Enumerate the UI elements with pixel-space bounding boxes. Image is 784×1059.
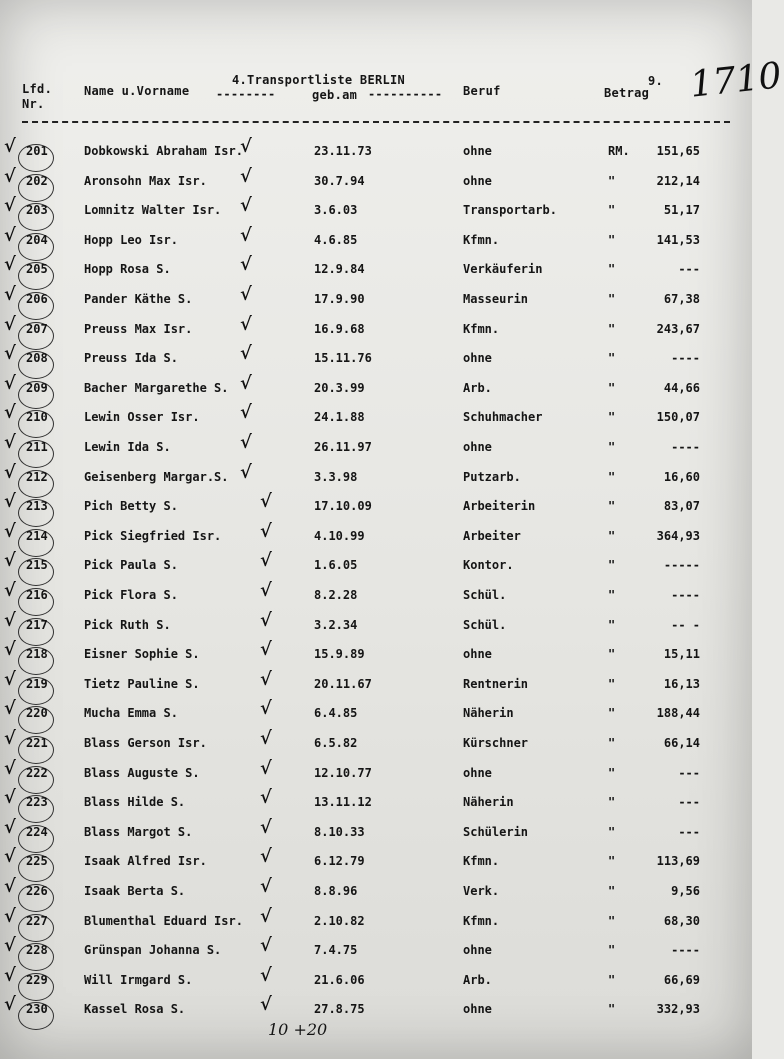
margin-check-mark: √ (4, 284, 16, 305)
row-name: Blass Auguste S. (84, 765, 200, 780)
row-currency: " (608, 499, 616, 514)
row-occupation: Verkäuferin (463, 262, 543, 277)
table-row (0, 402, 752, 440)
margin-check-mark: √ (4, 313, 16, 335)
row-occupation: ohne (463, 144, 492, 158)
table-row (0, 728, 752, 766)
row-birthdate: 3.6.03 (314, 203, 358, 218)
row-currency: " (608, 558, 616, 573)
header-betrag-column: Betrag (604, 86, 650, 100)
name-check-mark: √ (240, 254, 252, 276)
name-check-mark: √ (260, 935, 272, 957)
row-amount: 212,14 (656, 173, 700, 188)
row-name: Blumenthal Eduard Isr. (84, 913, 243, 928)
row-currency: " (608, 380, 616, 395)
row-occupation: Verk. (463, 884, 500, 898)
row-birthdate: 17.9.90 (314, 292, 365, 306)
row-amount: 188,44 (656, 706, 700, 721)
row-amount: 44,66 (663, 380, 700, 395)
row-amount: 67,38 (663, 292, 700, 306)
row-birthdate: 13.11.12 (314, 795, 372, 810)
row-currency: " (608, 854, 616, 869)
row-currency: " (608, 617, 616, 632)
row-amount: 51,17 (663, 203, 700, 218)
name-check-mark: √ (240, 313, 252, 335)
row-number: 226 (26, 884, 48, 898)
margin-check-mark: √ (4, 195, 16, 217)
name-check-mark: √ (240, 165, 252, 187)
row-occupation: Schülerin (463, 824, 529, 839)
row-birthdate: 20.11.67 (314, 676, 372, 691)
row-occupation: Arb. (463, 972, 492, 987)
row-name: Pick Flora S. (84, 588, 178, 602)
row-amount: 332,93 (656, 1002, 700, 1017)
margin-check-mark: √ (4, 372, 16, 394)
row-currency: " (608, 173, 616, 188)
row-birthdate: 21.6.06 (314, 972, 365, 987)
row-currency: " (608, 292, 616, 306)
margin-check-mark: √ (4, 905, 16, 927)
table-row (0, 165, 752, 204)
row-name: Blass Gerson Isr. (84, 736, 207, 750)
row-number: 211 (26, 440, 48, 454)
header-separator-rule (22, 121, 730, 123)
table-row (0, 787, 752, 825)
row-occupation: Arbeiter (463, 528, 521, 543)
table-row (0, 609, 752, 648)
row-number: 223 (26, 795, 48, 810)
row-amount: ---- (671, 943, 700, 958)
row-number: 214 (26, 528, 48, 543)
row-birthdate: 24.1.88 (314, 410, 365, 425)
row-name: Lomnitz Walter Isr. (84, 203, 222, 218)
header-dashes-left: -------- (216, 87, 276, 101)
row-occupation: Näherin (463, 795, 514, 810)
row-currency: " (608, 1002, 616, 1017)
row-currency: " (608, 676, 616, 691)
margin-check-mark: √ (4, 787, 16, 809)
name-check-mark: √ (260, 668, 272, 690)
margin-check-mark: √ (4, 580, 16, 601)
row-amount: 364,93 (656, 528, 700, 543)
margin-check-mark: √ (4, 668, 16, 690)
row-birthdate: 26.11.97 (314, 440, 372, 454)
row-amount: 66,14 (663, 736, 700, 750)
row-number: 213 (26, 499, 48, 514)
name-check-mark: √ (260, 580, 272, 601)
table-row (0, 816, 752, 855)
table-row (0, 698, 752, 736)
row-currency: " (608, 588, 616, 602)
row-number: 218 (26, 647, 48, 662)
row-amount: ---- (671, 588, 700, 602)
row-number: 216 (26, 588, 48, 602)
table-row (0, 284, 752, 322)
row-name: Grünspan Johanna S. (84, 943, 222, 958)
row-name: Tietz Pauline S. (84, 676, 200, 691)
row-number: 206 (26, 292, 48, 306)
row-amount: 16,13 (663, 676, 700, 691)
page-number: 9. (648, 74, 664, 88)
row-currency: " (608, 972, 616, 987)
row-occupation: Schül. (463, 588, 507, 602)
margin-check-mark: √ (4, 165, 16, 187)
row-occupation: Kfmn. (463, 232, 500, 247)
row-amount: 113,69 (656, 854, 700, 869)
row-amount: 9,56 (671, 884, 700, 898)
row-occupation: ohne (463, 440, 492, 454)
row-currency: RM. (608, 144, 630, 158)
row-name: Will Irmgard S. (84, 972, 193, 987)
row-amount: ----- (663, 558, 700, 573)
header-geb-column: geb.am (312, 88, 358, 102)
row-occupation: Kfmn. (463, 913, 500, 928)
name-check-mark: √ (260, 876, 272, 897)
row-name: Blass Hilde S. (84, 795, 186, 810)
row-name: Lewin Ida S. (84, 440, 171, 454)
row-amount: 66,69 (663, 972, 700, 987)
table-row (0, 846, 752, 884)
name-check-mark: √ (260, 905, 272, 927)
row-birthdate: 30.7.94 (314, 173, 365, 188)
table-row (0, 964, 752, 1003)
row-occupation: Transportarb. (463, 203, 557, 218)
row-number: 228 (26, 943, 48, 958)
table-row (0, 550, 752, 588)
name-check-mark: √ (260, 787, 272, 809)
name-check-mark: √ (260, 964, 272, 986)
row-birthdate: 6.12.79 (314, 854, 365, 869)
margin-check-mark: √ (4, 698, 16, 720)
row-number: 227 (26, 913, 48, 928)
margin-check-mark: √ (4, 343, 16, 365)
row-birthdate: 1.6.05 (314, 558, 358, 573)
row-name: Pick Siegfried Isr. (84, 528, 222, 543)
row-name: Preuss Ida S. (84, 351, 178, 366)
row-currency: " (608, 884, 616, 898)
row-occupation: ohne (463, 1002, 492, 1017)
row-amount: 68,30 (663, 913, 700, 928)
name-check-mark: √ (260, 609, 272, 631)
row-birthdate: 7.4.75 (314, 943, 358, 958)
name-check-mark: √ (240, 136, 252, 157)
name-check-mark: √ (260, 757, 272, 779)
name-check-mark: √ (260, 520, 272, 542)
margin-check-mark: √ (4, 520, 16, 542)
row-birthdate: 3.3.98 (314, 469, 358, 484)
name-check-mark: √ (260, 491, 272, 513)
row-occupation: Kfmn. (463, 854, 500, 869)
margin-check-mark: √ (4, 491, 16, 513)
row-number: 208 (26, 351, 48, 366)
row-name: Dobkowski Abraham Isr. (84, 144, 243, 158)
name-check-mark: √ (240, 224, 252, 246)
row-amount: ---- (671, 351, 700, 366)
table-row (0, 757, 752, 796)
row-number: 230 (26, 1002, 48, 1017)
row-occupation: Schül. (463, 617, 507, 632)
row-currency: " (608, 765, 616, 780)
row-number: 222 (26, 765, 48, 780)
row-number: 220 (26, 706, 48, 721)
row-name: Eisner Sophie S. (84, 647, 200, 662)
name-check-mark: √ (260, 816, 272, 838)
header-name-column: Name u.Vorname (84, 84, 190, 98)
row-amount: --- (678, 765, 700, 780)
table-row (0, 639, 752, 677)
table-row (0, 432, 752, 470)
table-row (0, 224, 752, 263)
row-birthdate: 20.3.99 (314, 380, 365, 395)
row-birthdate: 15.9.89 (314, 647, 365, 662)
row-birthdate: 4.6.85 (314, 232, 358, 247)
row-occupation: ohne (463, 173, 492, 188)
row-name: Pander Käthe S. (84, 292, 193, 306)
header-lfd: Lfd. (22, 82, 53, 96)
row-amount: 243,67 (656, 321, 700, 336)
row-amount: 150,07 (656, 410, 700, 425)
row-occupation: Arb. (463, 380, 492, 395)
row-name: Blass Margot S. (84, 824, 193, 839)
row-birthdate: 27.8.75 (314, 1002, 365, 1017)
row-currency: " (608, 469, 616, 484)
table-row (0, 520, 752, 559)
name-check-mark: √ (240, 372, 252, 394)
margin-check-mark: √ (4, 136, 16, 157)
margin-check-mark: √ (4, 728, 16, 749)
row-currency: " (608, 440, 616, 454)
row-number: 221 (26, 736, 48, 750)
margin-check-mark: √ (4, 609, 16, 631)
row-birthdate: 6.4.85 (314, 706, 358, 721)
row-currency: " (608, 647, 616, 662)
row-name: Bacher Margarethe S. (84, 380, 229, 395)
row-number: 210 (26, 410, 48, 425)
row-birthdate: 4.10.99 (314, 528, 365, 543)
row-occupation: Arbeiterin (463, 499, 536, 514)
row-birthdate: 8.2.28 (314, 588, 358, 602)
table-row (0, 136, 752, 174)
row-amount: ---- (671, 440, 700, 454)
table-row (0, 343, 752, 381)
table-row (0, 313, 752, 352)
row-currency: " (608, 232, 616, 247)
margin-check-mark: √ (4, 639, 16, 661)
table-row (0, 668, 752, 707)
name-check-mark: √ (240, 343, 252, 365)
row-amount: 151,65 (656, 144, 700, 158)
row-name: Lewin Osser Isr. (84, 410, 200, 425)
row-name: Aronsohn Max Isr. (84, 173, 207, 188)
row-currency: " (608, 943, 616, 958)
row-birthdate: 8.8.96 (314, 884, 358, 898)
margin-check-mark: √ (4, 402, 16, 424)
header-dashes-right: ---------- (368, 87, 443, 101)
row-name: Geisenberg Margar.S. (84, 469, 229, 484)
row-number: 201 (26, 144, 48, 158)
row-currency: " (608, 795, 616, 810)
row-name: Hopp Leo Isr. (84, 232, 178, 247)
row-number: 205 (26, 262, 48, 277)
row-birthdate: 3.2.34 (314, 617, 358, 632)
margin-check-mark: √ (4, 224, 16, 246)
row-number: 219 (26, 676, 48, 691)
row-birthdate: 15.11.76 (314, 351, 372, 366)
table-row (0, 994, 752, 1032)
table-row (0, 372, 752, 411)
row-number: 229 (26, 972, 48, 987)
row-birthdate: 8.10.33 (314, 824, 365, 839)
row-name: Kassel Rosa S. (84, 1002, 186, 1017)
row-number: 207 (26, 321, 48, 336)
handwritten-footer-note: 10 +20 (268, 1020, 328, 1039)
row-occupation: Schuhmacher (463, 410, 543, 425)
handwritten-reference-number: 1710 (688, 55, 784, 106)
row-number: 224 (26, 824, 48, 839)
name-check-mark: √ (260, 698, 272, 720)
row-currency: " (608, 351, 616, 366)
name-check-mark: √ (240, 284, 252, 305)
table-row (0, 491, 752, 529)
row-currency: " (608, 913, 616, 928)
row-name: Isaak Berta S. (84, 884, 186, 898)
row-amount: -- - (671, 617, 700, 632)
row-occupation: ohne (463, 647, 492, 662)
row-name: Mucha Emma S. (84, 706, 178, 721)
row-amount: 15,11 (663, 647, 700, 662)
row-number: 209 (26, 380, 48, 395)
row-occupation: ohne (463, 351, 492, 366)
row-number: 204 (26, 232, 48, 247)
margin-check-mark: √ (4, 461, 16, 483)
margin-check-mark: √ (4, 964, 16, 986)
row-number: 202 (26, 173, 48, 188)
row-currency: " (608, 824, 616, 839)
row-currency: " (608, 262, 616, 277)
document-title: 4.Transportliste BERLIN (232, 73, 406, 87)
margin-check-mark: √ (4, 876, 16, 897)
row-currency: " (608, 321, 616, 336)
row-amount: 141,53 (656, 232, 700, 247)
row-birthdate: 12.10.77 (314, 765, 372, 780)
row-birthdate: 2.10.82 (314, 913, 365, 928)
row-amount: --- (678, 262, 700, 277)
row-amount: 83,07 (663, 499, 700, 514)
margin-check-mark: √ (4, 816, 16, 838)
row-occupation: ohne (463, 765, 492, 780)
margin-check-mark: √ (4, 757, 16, 779)
header-beruf-column: Beruf (463, 84, 501, 98)
table-row (0, 254, 752, 292)
row-name: Pick Paula S. (84, 558, 178, 573)
row-amount: --- (678, 795, 700, 810)
row-name: Pich Betty S. (84, 499, 178, 514)
row-occupation: Putzarb. (463, 469, 521, 484)
row-birthdate: 12.9.84 (314, 262, 365, 277)
row-occupation: Rentnerin (463, 676, 529, 691)
row-occupation: ohne (463, 943, 492, 958)
row-birthdate: 6.5.82 (314, 736, 358, 750)
table-row (0, 876, 752, 914)
name-check-mark: √ (240, 461, 252, 483)
row-occupation: Masseurin (463, 292, 529, 306)
row-number: 212 (26, 469, 48, 484)
row-name: Preuss Max Isr. (84, 321, 193, 336)
row-number: 203 (26, 203, 48, 218)
row-birthdate: 23.11.73 (314, 144, 372, 158)
name-check-mark: √ (240, 432, 252, 453)
margin-check-mark: √ (4, 846, 16, 868)
margin-check-mark: √ (4, 550, 16, 572)
name-check-mark: √ (240, 402, 252, 424)
row-occupation: Näherin (463, 706, 514, 721)
margin-check-mark: √ (4, 935, 16, 957)
row-birthdate: 16.9.68 (314, 321, 365, 336)
row-number: 225 (26, 854, 48, 869)
name-check-mark: √ (260, 846, 272, 868)
row-currency: " (608, 706, 616, 721)
table-row (0, 905, 752, 944)
name-check-mark: √ (240, 195, 252, 217)
row-occupation: Kfmn. (463, 321, 500, 336)
row-occupation: Kontor. (463, 558, 514, 573)
row-birthdate: 17.10.09 (314, 499, 372, 514)
name-check-mark: √ (260, 994, 272, 1016)
row-name: Pick Ruth S. (84, 617, 171, 632)
margin-check-mark: √ (4, 994, 16, 1016)
name-check-mark: √ (260, 550, 272, 572)
table-row (0, 195, 752, 233)
row-number: 217 (26, 617, 48, 632)
row-amount: --- (678, 824, 700, 839)
name-check-mark: √ (260, 728, 272, 749)
margin-check-mark: √ (4, 432, 16, 453)
row-occupation: Kürschner (463, 736, 529, 750)
table-row (0, 935, 752, 973)
name-check-mark: √ (260, 639, 272, 661)
margin-check-mark: √ (4, 254, 16, 276)
row-currency: " (608, 736, 616, 750)
row-number: 215 (26, 558, 48, 573)
row-name: Hopp Rosa S. (84, 262, 171, 277)
row-name: Isaak Alfred Isr. (84, 854, 207, 869)
table-row (0, 461, 752, 500)
table-row (0, 580, 752, 618)
row-currency: " (608, 203, 616, 218)
row-currency: " (608, 528, 616, 543)
row-currency: " (608, 410, 616, 425)
row-amount: 16,60 (663, 469, 700, 484)
header-nr: Nr. (22, 97, 45, 111)
